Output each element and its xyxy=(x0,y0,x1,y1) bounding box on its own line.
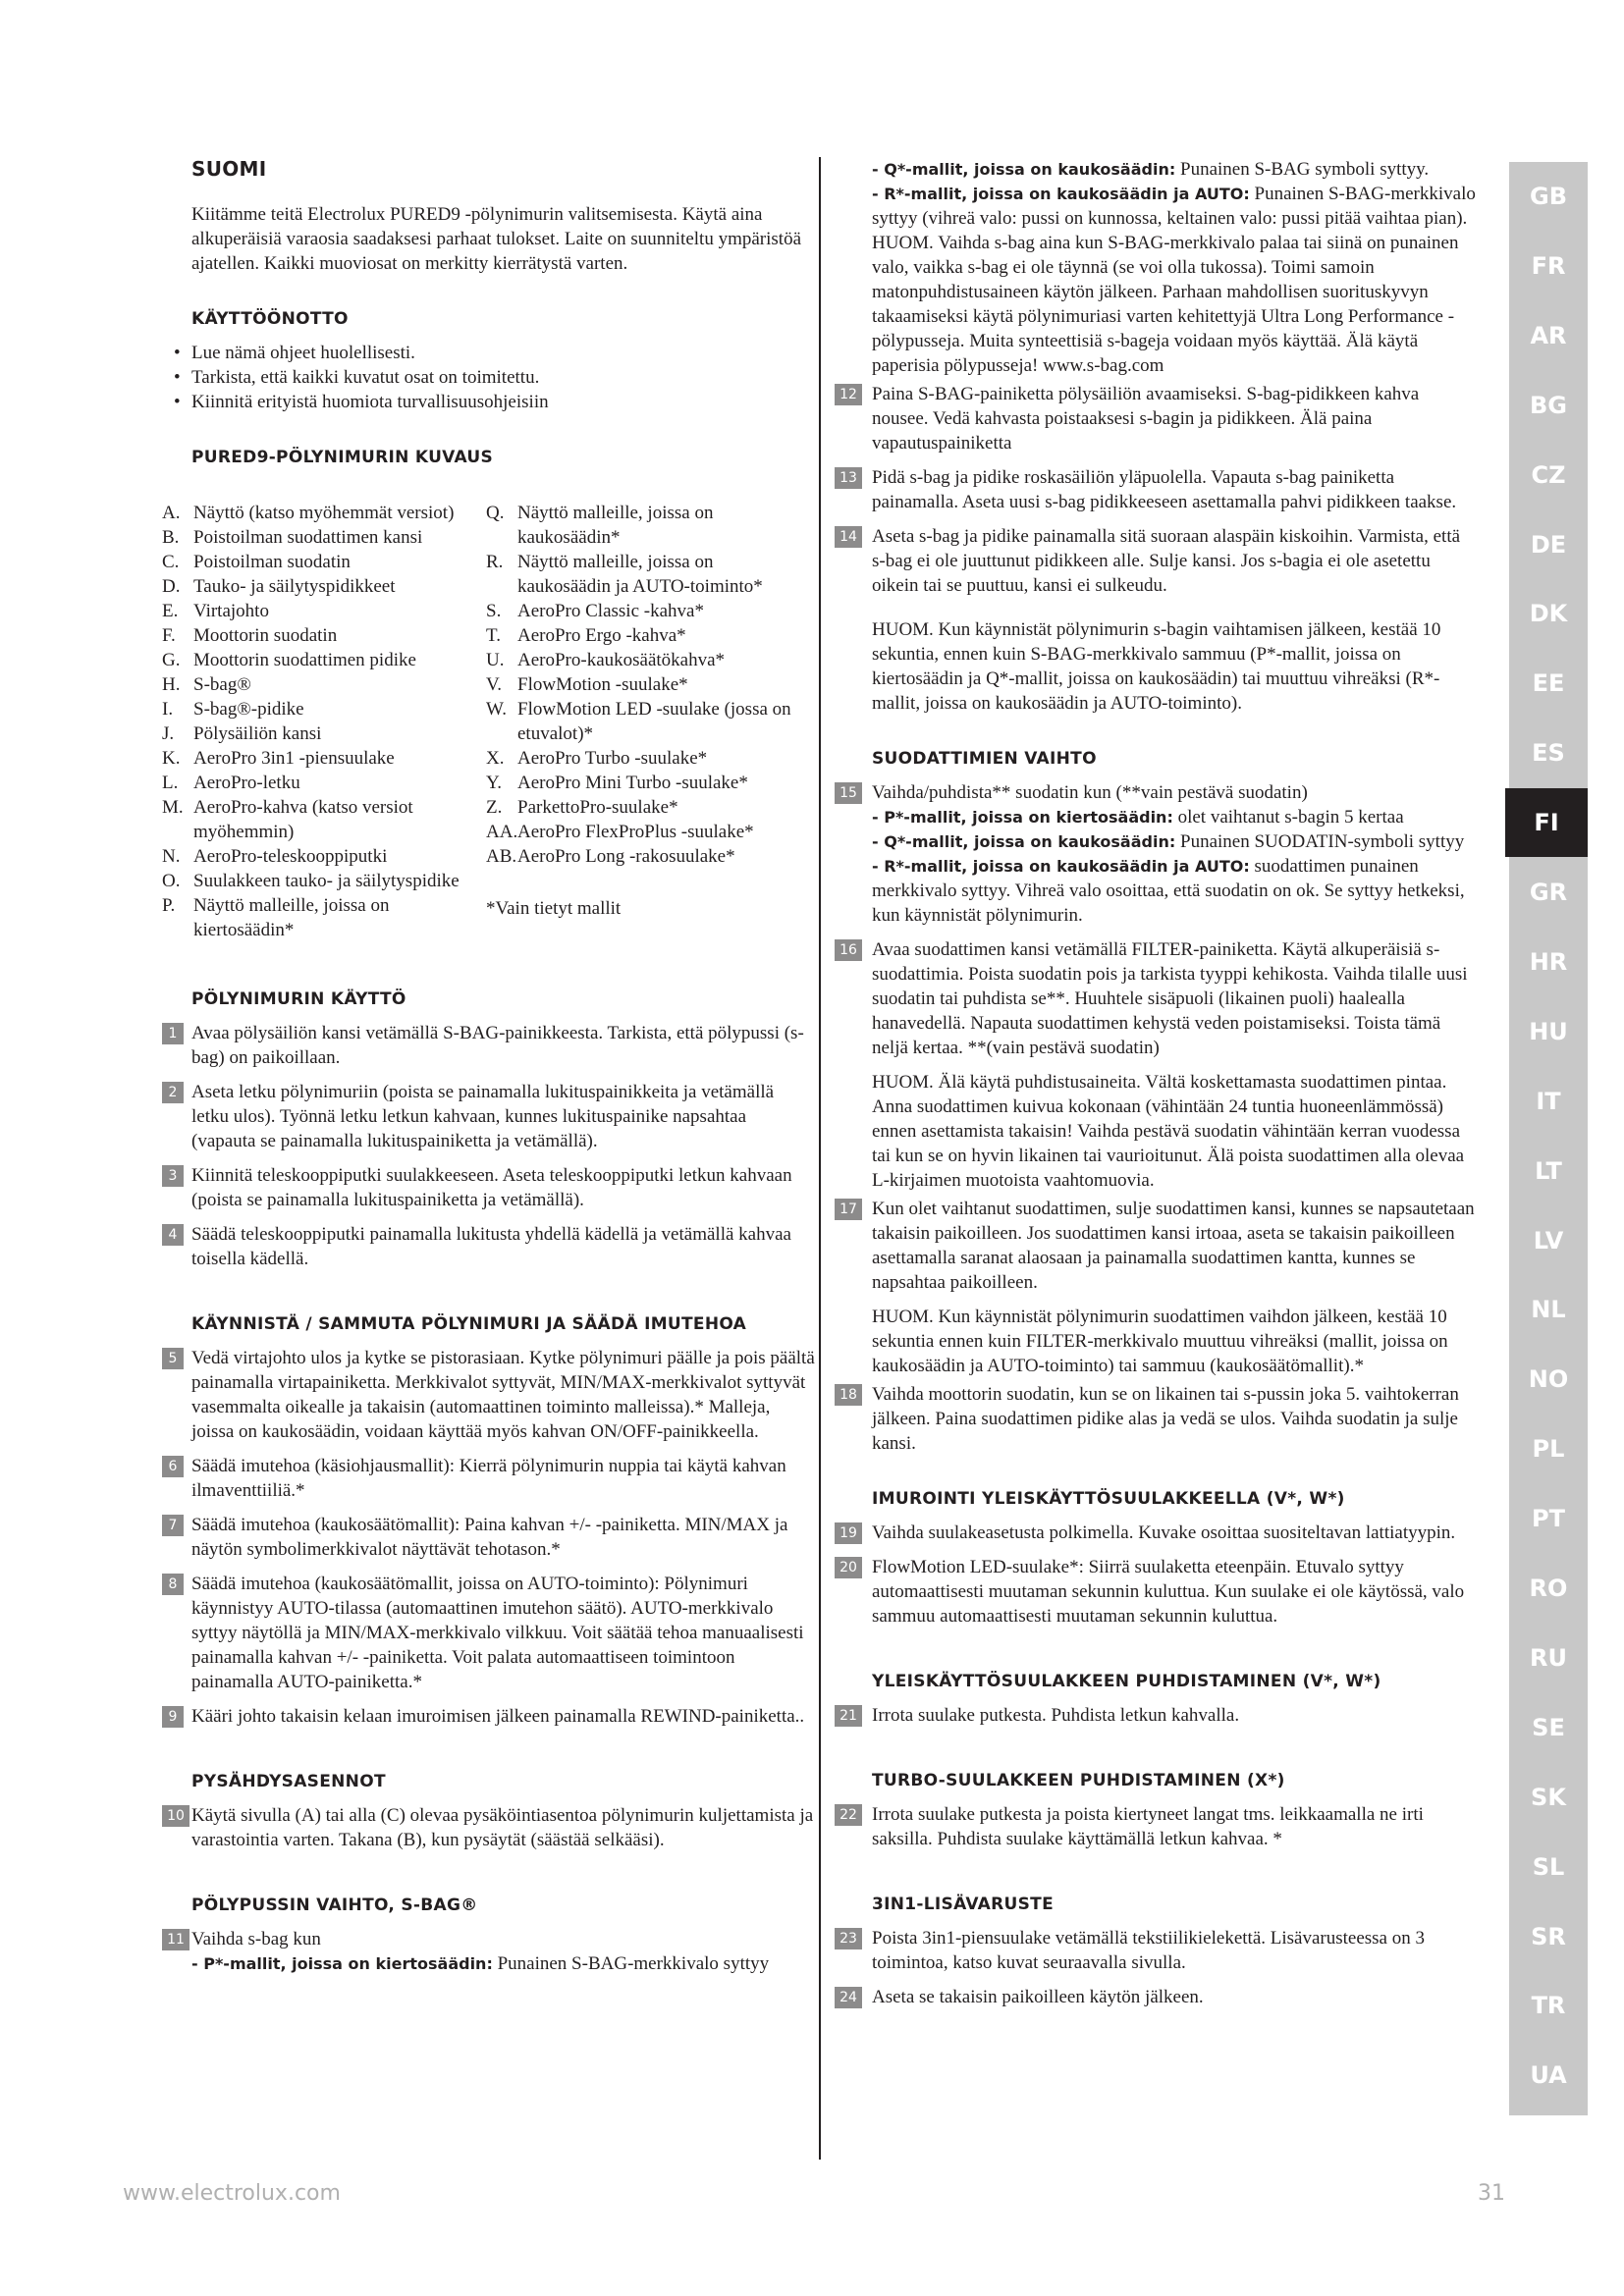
language-tab-se[interactable]: SE xyxy=(1532,1713,1565,1741)
step-number-badge: 9 xyxy=(162,1706,184,1728)
step-number-badge: 12 xyxy=(835,384,862,405)
part-name: Näyttö malleille, joissa on kiertosäädin* xyxy=(193,895,390,940)
step-number-badge: 13 xyxy=(835,467,862,489)
step-text: Säädä imutehoa (kaukosäätömallit, joissa on AUTO-toiminto): Pölynimuri käynnistyy AUTO-tilassa (automaattinen imutehon säätö). AUTO-merkkivalo syttyy näytöllä ja MIN/MAX-merkkivalo vilkkuu. Voit säätää tehoa manuaalisesti painamalla kahvan +/- -painiketta. Voit palata automaattiseen toimintoon painamalla AUTO-painiketta.* xyxy=(191,1574,804,1692)
imurointi-steps xyxy=(835,1521,1478,1629)
step-10 xyxy=(162,1803,815,1852)
part-name: Näyttö (katso myöhemmät versiot) xyxy=(193,503,455,523)
part-letter: M. xyxy=(162,797,184,818)
yleis-steps xyxy=(835,1703,1478,1728)
step-11-continued: - Q*-mallit, joissa on kaukosäädin: Punainen S-BAG symboli syttyy. - R*-mallit, joissa on kaukosäädin ja AUTO: Punainen S-BAG-merkkivalo syttyy (vihreä valo: pussi on kunnossa, keltainen valo: pussi pitää vaihtaa pian). xyxy=(872,159,1476,229)
language-tab-lv[interactable]: LV xyxy=(1533,1226,1564,1255)
kaynnista-steps xyxy=(162,1346,815,1729)
part-letter: U. xyxy=(486,650,505,670)
step-18: 18 Vaihda moottorin suodatin, kun se on likainen tai s-pussin joka 5. vaihtokerran jälkeen. Paina suodattimen pidike alas ja vedä se ulos. Vaihda suodatin ja sulje kansi. xyxy=(835,1382,1478,1456)
part-item xyxy=(486,844,810,869)
step-text: Paina S-BAG-painiketta pölysäiliön avaamiseksi. S-bag-pidikkeen kahva nousee. Vedä kahvasta poistaaksesi s-bagin ja pidikkeen. Älä paina vapautuspainiketta xyxy=(872,384,1420,454)
step-5 xyxy=(162,1346,815,1444)
parts-column-1 xyxy=(162,501,486,942)
part-name: AeroPro Turbo -suulake* xyxy=(517,748,708,769)
language-tab-es[interactable]: ES xyxy=(1532,739,1565,768)
part-letter: Q. xyxy=(486,503,505,523)
step-text: Pidä s-bag ja pidike roskasäiliön yläpuolella. Vapauta s-bag painiketta painamalla. Aseta uusi s-bag pidikkeeseen asettamalla pahvi pidikkeen taakse. xyxy=(872,467,1457,512)
part-item xyxy=(162,623,486,648)
language-tab-tr[interactable]: TR xyxy=(1531,1992,1566,2020)
part-letter: O. xyxy=(162,871,181,891)
language-tab-hu[interactable]: HU xyxy=(1529,1017,1568,1045)
part-item xyxy=(486,697,810,746)
part-name: AeroPro Mini Turbo -suulake* xyxy=(517,773,748,793)
part-item xyxy=(486,623,810,648)
intro-text: Kiitämme teitä Electrolux PURED9 -pölynimurin valitsemisesta. Käytä aina alkuperäisiä varaosia saadaksesi parhaat tulokset. Laite on suunniteltu ympäristöä ajatellen. Kaikki muoviosat on merkitty kierrätystä varten. xyxy=(191,204,801,274)
step-24 xyxy=(835,1985,1478,2009)
step-number-badge: 1 xyxy=(162,1023,184,1044)
step-7 xyxy=(162,1513,815,1562)
part-item xyxy=(162,746,486,771)
step-text: Aseta se takaisin paikoilleen käytön jälkeen. xyxy=(872,1987,1204,2007)
language-tab-cz[interactable]: CZ xyxy=(1531,460,1566,489)
step-text: FlowMotion LED-suulake*: Siirrä suulaketta eteenpäin. Etuvalo syttyy automaattisesti muutaman sekunnin kuluttua. Kun suulake ei ole käytössä, valo sammuu automaattisesti muutaman sekunnin kuluttua. xyxy=(872,1557,1465,1627)
step-21 xyxy=(835,1703,1478,1728)
part-item xyxy=(162,844,486,869)
part-item xyxy=(486,672,810,697)
step-number-badge: 19 xyxy=(835,1522,862,1544)
step-text: Irrota suulake putkesta. Puhdista letkun kahvalla. xyxy=(872,1705,1240,1726)
language-tab-ru[interactable]: RU xyxy=(1530,1643,1567,1672)
language-tab-sk[interactable]: SK xyxy=(1531,1783,1566,1811)
step-4 xyxy=(162,1222,815,1271)
part-name: Näyttö malleille, joissa on kaukosäädin* xyxy=(517,503,714,548)
language-tab-no[interactable]: NO xyxy=(1528,1365,1569,1394)
part-item xyxy=(162,574,486,599)
language-tab-pl[interactable]: PL xyxy=(1532,1435,1565,1464)
step-text: Irrota suulake putkesta ja poista kiertyneet langat tms. leikkaamalla ne irti saksilla. Puhdista suulake käyttämällä letkun kahvaa. * xyxy=(872,1804,1424,1849)
language-tab-sr[interactable]: SR xyxy=(1531,1922,1566,1950)
turbo-steps xyxy=(835,1802,1478,1851)
step-number-badge: 4 xyxy=(162,1224,184,1246)
part-item xyxy=(486,501,810,550)
part-letter: S. xyxy=(486,601,502,621)
language-tab-dk[interactable]: DK xyxy=(1529,600,1568,628)
bullet-item: • Kiinnitä erityistä huomiota turvallisuusohjeisiin xyxy=(174,392,549,412)
lisavaruste-steps xyxy=(835,1926,1478,2009)
section-title: SUOMI xyxy=(191,157,267,181)
part-letter: W. xyxy=(486,699,507,720)
part-name: AeroPro-teleskooppiputki xyxy=(193,846,388,867)
step-text: Säädä imutehoa (kaukosäätömallit): Paina kahvan +/- -painiketta. MIN/MAX ja näytön symbolimerkkivalot näyttävät tehotason.* xyxy=(191,1515,788,1560)
step-14 xyxy=(835,524,1478,598)
step-number-badge: 21 xyxy=(835,1705,862,1727)
step-13 xyxy=(835,465,1478,514)
part-item xyxy=(162,697,486,721)
part-letter: AA. xyxy=(486,822,518,842)
step-text: Käytä sivulla (A) tai alla (C) olevaa pysäköintiasentoa pölynimurin kuljettamista ja varastointia varten. Takana (B), kun pysäytät (säästää selkääsi). xyxy=(191,1805,814,1850)
part-item xyxy=(486,599,810,623)
step-text: Kääri johto takaisin kelaan imuroimisen jälkeen painamalla REWIND-painiketta.. xyxy=(191,1706,805,1727)
part-letter: A. xyxy=(162,503,181,523)
part-item xyxy=(162,525,486,550)
heading-vaihto: PÖLYPUSSIN VAIHTO, S-BAG® xyxy=(191,1896,478,1915)
part-name: Pölysäiliön kansi xyxy=(193,723,322,744)
part-item xyxy=(486,795,810,820)
part-name: S-bag®-pidike xyxy=(193,699,304,720)
part-letter: G. xyxy=(162,650,181,670)
language-tab-sl[interactable]: SL xyxy=(1532,1852,1565,1881)
part-item xyxy=(162,648,486,672)
step-6 xyxy=(162,1454,815,1503)
footer-url[interactable]: www.electrolux.com xyxy=(123,2181,341,2206)
part-name: AeroPro-kaukosäätökahva* xyxy=(517,650,726,670)
language-tab-nl[interactable]: NL xyxy=(1531,1296,1566,1324)
part-letter: N. xyxy=(162,846,181,867)
page-number: 31 xyxy=(1478,2181,1505,2206)
column-divider xyxy=(819,157,821,2160)
step-text: Säädä teleskooppiputki painamalla lukitusta yhdellä kädellä ja vetämällä kahvaa toisella kädellä. xyxy=(191,1224,791,1269)
step-17: 17 Kun olet vaihtanut suodattimen, sulje suodattimen kansi, kunnes se napsautetaan takaisin paikoilleen. Jos suodattimen kansi irtoaa, aseta se takaisin paikoilleen asettamalla saranat alaosaan ja painamalla suodattimen kantta, kunnes se napsahtaa paikoilleen. xyxy=(835,1197,1478,1295)
part-letter: L. xyxy=(162,773,179,793)
part-letter: K. xyxy=(162,748,181,769)
s-bag-note: HUOM. Vaihda s-bag aina kun S-BAG-merkkivalo palaa tai siinä on punainen valo, vaikka s-bag ei ole täynnä (se voi olla tukossa). Toimi samoin matonpuhdistusaineen käytön jälkeen. Parhaan mahdollisen suorituskyvyn takaamiseksi käytä pölynimuriasi varten kehitettyjä Ultra Long Performance -pölypusseja. Muita synteettisiä s-bageja voidaan myös käyttää. Älä käytä paperisia pölypusseja! www.s-bag.com xyxy=(872,233,1459,376)
language-tab-de[interactable]: DE xyxy=(1530,530,1567,559)
part-name: Moottorin suodatin xyxy=(193,625,338,646)
step-number-badge: 23 xyxy=(835,1928,862,1949)
part-item xyxy=(162,869,486,893)
step-22 xyxy=(835,1802,1478,1851)
step-12 xyxy=(835,382,1478,455)
part-letter: Y. xyxy=(486,773,503,793)
part-name: FlowMotion -suulake* xyxy=(517,674,688,695)
part-name: FlowMotion LED -suulake (jossa on etuvalot)* xyxy=(517,699,791,744)
bullet-item: • Tarkista, että kaikki kuvatut osat on toimitettu. xyxy=(174,367,540,388)
part-letter: T. xyxy=(486,625,501,646)
part-name: Suulakkeen tauko- ja säilytyspidike xyxy=(193,871,460,891)
part-item xyxy=(162,599,486,623)
language-tab-bg[interactable]: BG xyxy=(1530,391,1567,419)
part-name: AeroPro-kahva (katso versiot myöhemmin) xyxy=(193,797,413,842)
part-letter: X. xyxy=(486,748,505,769)
step-text: Vaihda suulakeasetusta polkimella. Kuvake osoittaa suositeltavan lattiatyypin. xyxy=(872,1522,1456,1543)
language-tab-fr[interactable]: FR xyxy=(1531,251,1566,280)
part-item xyxy=(162,501,486,525)
heading-imurointi: IMUROINTI YLEISKÄYTTÖSUULAKKEELLA (V*, W*) xyxy=(872,1489,1345,1509)
step-1 xyxy=(162,1021,815,1070)
step-text: Vedä virtajohto ulos ja kytke se pistorasiaan. Kytke pölynimuri päälle ja pois päältä painamalla virtapainiketta. Merkkivalot syttyvät, MIN/MAX-merkkivalot syttyvät vasemmalta oikealle ja takaisin (automaattinen toiminto malleissa).* Malleja, joissa on kaukosäädin, voidaan käyttää myös kahvan ON/OFF-painikkeella. xyxy=(191,1348,815,1442)
language-tab-ar[interactable]: AR xyxy=(1530,321,1567,349)
parts-footnote: *Vain tietyt mallit xyxy=(486,898,622,919)
language-tab-it[interactable]: IT xyxy=(1536,1087,1561,1115)
part-letter: P. xyxy=(162,895,176,916)
heading-kayttoonotto: KÄYTTÖÖNOTTO xyxy=(191,309,349,329)
step-number-badge: 8 xyxy=(162,1574,184,1595)
part-letter: C. xyxy=(162,552,180,572)
step-text: Poista 3in1-piensuulake vetämällä tekstiilikielekettä. Lisävarusteessa on 3 toimintoa, katso kuvat seuraavalla sivulla. xyxy=(872,1928,1425,1973)
step-14-note: HUOM. Kun käynnistät pölynimurin s-bagin vaihtamisen jälkeen, kestää 10 sekuntia, ennen kuin S-BAG-merkkivalo sammuu (P*-mallit, joissa on kiertosäädin ja Q*-mallit, joissa on kaukosäädin) tai muuttuu vihreäksi (R*-mallit, joissa on kaukosäädin ja AUTO-toiminto). xyxy=(872,619,1441,714)
language-tab-pt[interactable]: PT xyxy=(1532,1505,1565,1533)
step-number-badge: 7 xyxy=(162,1515,184,1536)
part-name: AeroPro Long -rakosuulake* xyxy=(517,846,735,867)
bullet-item: • Lue nämä ohjeet huolellisesti. xyxy=(174,343,415,363)
language-tab-gr[interactable]: GR xyxy=(1529,879,1568,906)
part-item xyxy=(162,893,486,942)
part-item xyxy=(486,771,810,795)
language-tab-lt[interactable]: LT xyxy=(1535,1156,1562,1185)
part-item xyxy=(162,550,486,574)
heading-turbo-puhdistaminen: TURBO-SUULAKKEEN PUHDISTAMINEN (X*) xyxy=(872,1771,1285,1790)
part-item xyxy=(486,746,810,771)
heading-kaynnista: KÄYNNISTÄ / SAMMUTA PÖLYNIMURI JA SÄÄDÄ IMUTEHOA xyxy=(191,1314,747,1334)
left-column xyxy=(162,157,815,1976)
step-text: Aseta letku pölynimuriin (poista se painamalla lukituspainikkeita ja vetämällä letku ulos). Työnnä letku letkun kahvaan, kunnes lukituspainike napsahtaa (vapauta se painamalla lukituspainiketta ja vetämällä). xyxy=(191,1082,775,1151)
part-item xyxy=(486,550,810,599)
step-text: Kiinnitä teleskooppiputki suulakkeeseen. Aseta teleskooppiputki letkun kahvaan (poista se painamalla lukituspainiketta ja vetämällä). xyxy=(191,1165,792,1210)
part-item xyxy=(162,795,486,844)
part-name: Tauko- ja säilytyspidikkeet xyxy=(193,576,396,597)
step-23 xyxy=(835,1926,1478,1975)
parts-list xyxy=(162,501,815,942)
part-letter: D. xyxy=(162,576,181,597)
step-17-note: HUOM. Kun käynnistät pölynimurin suodattimen vaihdon jälkeen, kestää 10 sekuntia ennen kuin FILTER-merkkivalo muuttuu vihreäksi (mallit, joissa on kaukosäädin ja AUTO-toiminto) tai sammuu (kaukosäätömallit).* xyxy=(872,1307,1448,1376)
step-text: Aseta s-bag ja pidike painamalla sitä suoraan alaspäin kiskoihin. Varmista, että s-bag ei ole juuttunut pidikkeen alle. Sulje kansi. Jos s-bagia ei ole asetettu oikein tai se puuttuu, kansi ei sulkeudu. xyxy=(872,526,1461,596)
heading-suodattimien: SUODATTIMIEN VAIHTO xyxy=(872,749,1097,769)
language-tab-fi[interactable]: FI xyxy=(1505,788,1588,857)
part-letter: R. xyxy=(486,552,504,572)
step-text: Avaa pölysäiliön kansi vetämällä S-BAG-painikkeesta. Tarkista, että pölypussi (s-bag) on paikoillaan. xyxy=(191,1023,804,1068)
part-name: S-bag® xyxy=(193,674,251,695)
step-2 xyxy=(162,1080,815,1153)
heading-pysahdys: PYSÄHDYSASENNOT xyxy=(191,1772,386,1791)
step-number-badge: 20 xyxy=(835,1557,862,1578)
step-number-badge: 14 xyxy=(835,526,862,548)
part-item xyxy=(162,672,486,697)
step-3 xyxy=(162,1163,815,1212)
vaihto-steps xyxy=(835,382,1478,598)
step-number-badge: 6 xyxy=(162,1456,184,1477)
language-tab-ee[interactable]: EE xyxy=(1532,669,1565,698)
heading-kuvaus: PURED9-PÖLYNIMURIN KUVAUS xyxy=(191,448,494,467)
step-20 xyxy=(835,1555,1478,1629)
part-name: AeroPro Classic -kahva* xyxy=(517,601,704,621)
part-name: ParkettoPro-suulake* xyxy=(517,797,678,818)
part-name: Moottorin suodattimen pidike xyxy=(193,650,416,670)
step-16: 16 Avaa suodattimen kansi vetämällä FILTER-painiketta. Käytä alkuperäisiä s-suodattimia. Poista suodatin pois ja tarkista tyyppi kehikosta. Vaihda tilalle uusi suodatin tai puhdista se**. Huuhtele sisäpuoli (likainen puoli) haalealla hanavedellä. Napauta suodattimen kehystä veden poistamiseksi. Toista tämä neljä kertaa. **(vain pestävä suodatin) xyxy=(835,937,1478,1060)
step-number-badge: 3 xyxy=(162,1165,184,1187)
step-16-note: HUOM. Älä käytä puhdistusaineita. Vältä koskettamasta suodattimen pintaa. Anna suodattimen kuivua kokonaan (vähintään 24 tuntia huoneenlämmössä) ennen asettamista takaisin! Vaihda pestävä suodatin vähintään kerran vuodessa tai kun se on hyvin likainen tai vaurioitunut. Älä poista suodattimen alla olevaa L-kirjaimen muotoista vaahtomuovia. xyxy=(872,1072,1465,1191)
part-name: Virtajohto xyxy=(193,601,269,621)
step-number-badge: 22 xyxy=(835,1804,862,1826)
part-item xyxy=(486,648,810,672)
right-column xyxy=(835,157,1478,2019)
step-number-badge: 24 xyxy=(835,1987,862,2008)
part-letter: J. xyxy=(162,723,175,744)
pysahdys-steps xyxy=(162,1803,815,1852)
step-11: 11 Vaihda s-bag kun - P*-mallit, joissa on kiertosäädin: Punainen S-BAG-merkkivalo syttyy xyxy=(162,1927,815,1976)
language-tab-gb[interactable]: GB xyxy=(1530,183,1567,210)
parts-column-2 xyxy=(486,501,810,942)
step-number-badge: 2 xyxy=(162,1082,184,1103)
heading-kaytto: PÖLYNIMURIN KÄYTTÖ xyxy=(191,989,406,1009)
part-letter: H. xyxy=(162,674,181,695)
part-letter: V. xyxy=(486,674,503,695)
part-name: AeroPro 3in1 -piensuulake xyxy=(193,748,395,769)
language-tab-ro[interactable]: RO xyxy=(1529,1575,1568,1602)
step-19 xyxy=(835,1521,1478,1545)
part-item xyxy=(162,721,486,746)
part-letter: I. xyxy=(162,699,174,720)
heading-yleis-puhdistaminen: YLEISKÄYTTÖSUULAKKEEN PUHDISTAMINEN (V*, W*) xyxy=(872,1672,1381,1691)
step-15: 15 Vaihda/puhdista** suodatin kun (**vain pestävä suodatin) - P*-mallit, joissa on kiertosäädin: olet vaihtanut s-bagin 5 kertaa - Q*-mallit, joissa on kaukosäädin: Punainen SUODATIN-symboli syttyy - R*-mallit, joissa on kaukosäädin ja AUTO: suodattimen punainen merkkivalo syttyy. Vihreä valo osoittaa, että suodatin on ok. Se syttyy hetkeksi, kun käynnistät pölynimurin. xyxy=(835,780,1478,928)
kaytto-steps xyxy=(162,1021,815,1271)
step-9 xyxy=(162,1704,815,1729)
part-name: AeroPro Ergo -kahva* xyxy=(517,625,686,646)
part-letter: E. xyxy=(162,601,179,621)
part-name: AeroPro FlexProPlus -suulake* xyxy=(517,822,754,842)
part-name: Näyttö malleille, joissa on kaukosäädin ja AUTO-toiminto* xyxy=(517,552,763,597)
part-name: AeroPro-letku xyxy=(193,773,300,793)
part-letter: AB. xyxy=(486,846,517,867)
part-letter: Z. xyxy=(486,797,503,818)
step-number-badge: 10 xyxy=(162,1805,189,1827)
step-8 xyxy=(162,1572,815,1694)
part-item xyxy=(162,771,486,795)
part-letter: F. xyxy=(162,625,176,646)
language-tab-ua[interactable]: UA xyxy=(1530,2061,1567,2090)
part-name: Poistoilman suodattimen kansi xyxy=(193,527,423,548)
part-letter: B. xyxy=(162,527,180,548)
language-tabs xyxy=(1509,162,1588,2115)
step-text: Säädä imutehoa (käsiohjausmallit): Kierrä pölynimurin nuppia tai käytä kahvan ilmaventtiiliä.* xyxy=(191,1456,786,1501)
part-item xyxy=(486,820,810,844)
step-number-badge: 5 xyxy=(162,1348,184,1369)
part-name: Poistoilman suodatin xyxy=(193,552,351,572)
language-tab-hr[interactable]: HR xyxy=(1529,947,1568,976)
heading-lisavaruste: 3IN1-LISÄVARUSTE xyxy=(872,1895,1054,1914)
